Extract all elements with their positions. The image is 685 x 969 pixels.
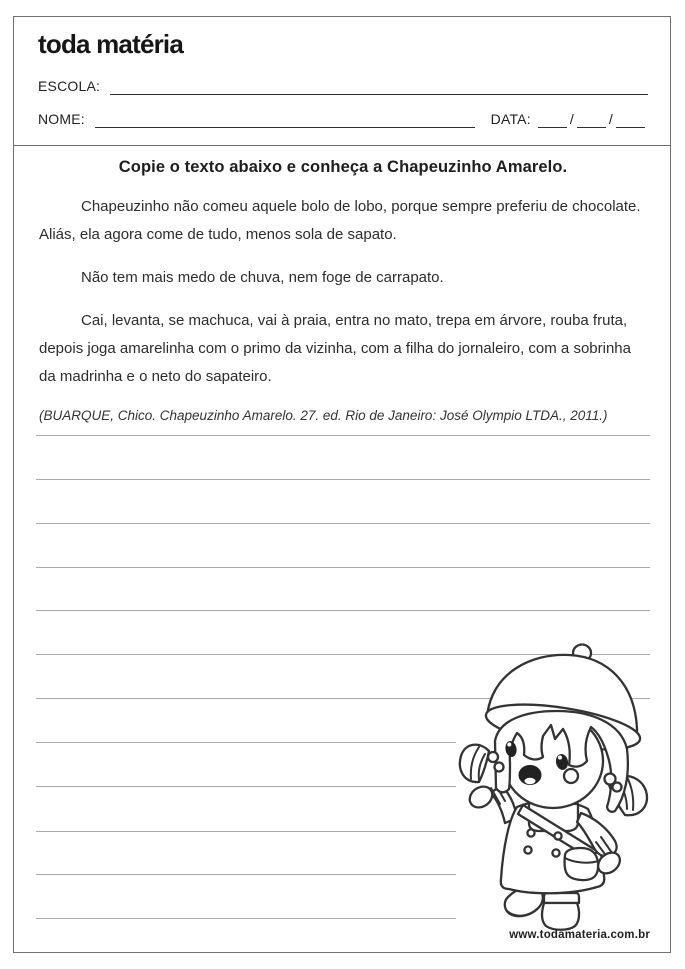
writing-line bbox=[36, 523, 650, 524]
paragraph: Cai, levanta, se machuca, vai à praia, entra no mato, trepa em árvore, rouba fruta, depois joga amarelinha com o primo da vizinha, com a filha do jornaleiro, com a sobrinha da madrinha e o neto do sapateiro. bbox=[39, 312, 631, 385]
exercise-text-block bbox=[39, 158, 647, 426]
writing-line bbox=[36, 831, 456, 832]
date-slash: / bbox=[608, 111, 613, 127]
school-label: ESCOLA: bbox=[38, 78, 101, 94]
writing-line bbox=[36, 874, 456, 875]
sheet-header bbox=[14, 17, 670, 146]
paragraph: Chapeuzinho não comeu aquele bolo de lobo, porque sempre preferiu de chocolate. Aliás, ela agora come de tudo, menos sola de sapato. bbox=[39, 198, 641, 243]
worksheet-sheet bbox=[13, 16, 671, 953]
worksheet-title: Copie o texto abaixo e conheça a Chapeuzinho Amarelo. bbox=[118, 158, 568, 176]
date-day-line bbox=[538, 113, 567, 128]
writing-line bbox=[36, 479, 650, 480]
name-label: NOME: bbox=[38, 111, 85, 127]
name-write-line bbox=[95, 113, 475, 128]
date-slash: / bbox=[569, 111, 574, 127]
girl-line-art bbox=[451, 643, 676, 938]
writing-line bbox=[36, 918, 456, 919]
website-url: www.todamateria.com.br bbox=[509, 929, 650, 941]
brand-logo: toda matéria bbox=[38, 29, 184, 59]
date-month-line bbox=[577, 113, 606, 128]
paragraph: Não tem mais medo de chuva, nem foge de carrapato. bbox=[81, 269, 444, 286]
school-write-line bbox=[110, 80, 648, 95]
writing-line bbox=[36, 435, 650, 436]
writing-line bbox=[36, 567, 650, 568]
date-label: DATA: bbox=[490, 111, 531, 127]
name-field-row bbox=[38, 110, 648, 128]
chapeuzinho-girl-illustration bbox=[451, 643, 676, 938]
school-field-row bbox=[38, 77, 648, 95]
date-year-line bbox=[616, 113, 645, 128]
writing-line bbox=[36, 786, 456, 787]
writing-line bbox=[36, 742, 456, 743]
date-group bbox=[491, 111, 648, 128]
writing-line bbox=[36, 610, 650, 611]
citation: (BUARQUE, Chico. Chapeuzinho Amarelo. 27. ed. Rio de Janeiro: José Olympio LTDA., 2011.) bbox=[39, 408, 608, 423]
